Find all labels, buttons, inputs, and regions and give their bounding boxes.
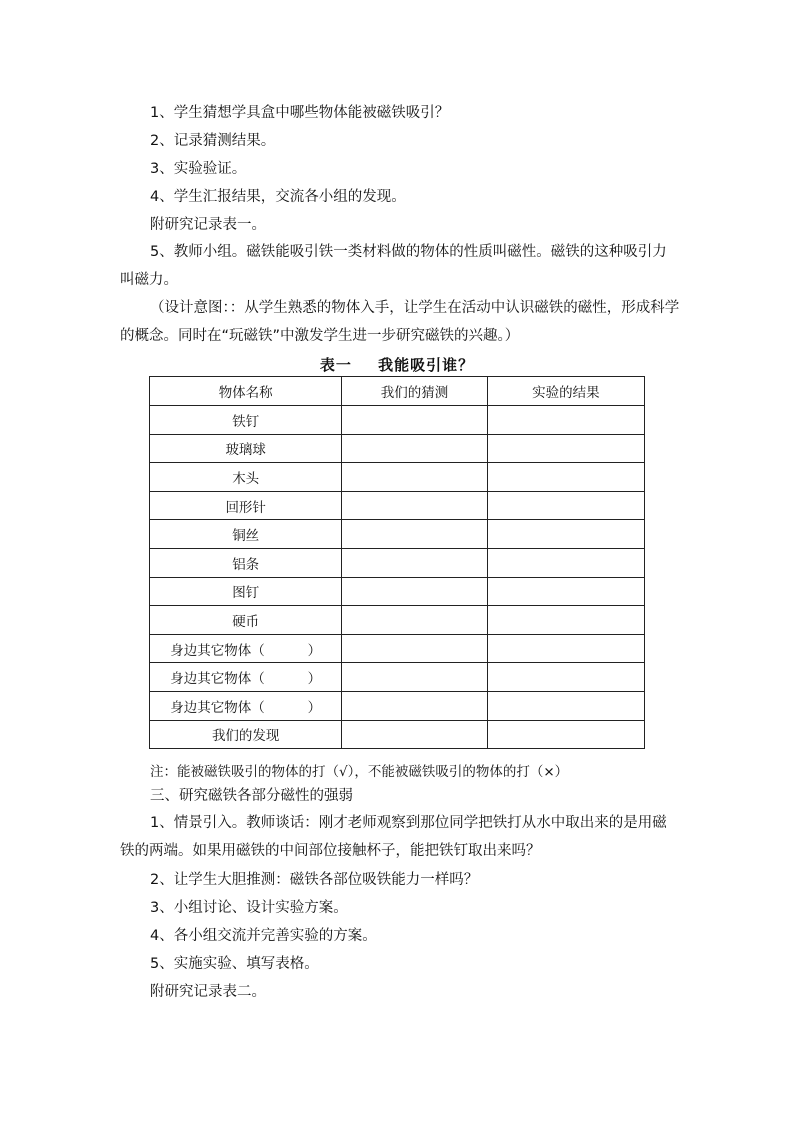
row-object: 身边其它物体（ ） — [150, 691, 342, 720]
guess-cell[interactable] — [342, 491, 487, 520]
result-cell[interactable] — [487, 663, 644, 692]
table-row — [150, 634, 645, 663]
section-three-step-2: 2、让学生大胆推测：磁铁各部位吸铁能力一样吗？ — [150, 872, 479, 888]
row-object: 回形针 — [150, 491, 342, 520]
step-5: 5、教师小组。磁铁能吸引铁一类材料做的物体的性质叫磁性。磁铁的这种吸引力叫磁力。 — [120, 244, 667, 288]
table1-title — [0, 354, 794, 375]
guess-cell[interactable] — [342, 406, 487, 435]
step-4: 4、学生汇报结果，交流各小组的发现。 — [150, 189, 406, 205]
guess-cell[interactable] — [342, 606, 487, 635]
row-object: 图钉 — [150, 577, 342, 606]
row-object: 木头 — [150, 463, 342, 492]
result-cell[interactable] — [487, 406, 644, 435]
guess-cell[interactable] — [342, 463, 487, 492]
section-three-step-4: 4、各小组交流并完善实验的方案。 — [150, 928, 377, 944]
row-object: 铜丝 — [150, 520, 342, 549]
row-object: 硬币 — [150, 606, 342, 635]
row-object: 身边其它物体（ ） — [150, 663, 342, 692]
step-1: 1、学生猜想学具盒中哪些物体能被磁铁吸引？ — [150, 105, 450, 121]
result-cell[interactable] — [487, 463, 644, 492]
guess-cell[interactable] — [342, 577, 487, 606]
section-three-step-1: 1、情景引入。教师谈话：刚才老师观察到那位同学把铁打从水中取出来的是用磁铁的两端。如果用磁铁的中间部位接触杯子，能把铁钉取出来吗？ — [120, 815, 667, 859]
row-findings: 我们的发现 — [150, 720, 342, 749]
step-2: 2、记录猜测结果。 — [150, 133, 276, 149]
appendix-table2: 附研究记录表二。 — [150, 984, 266, 1000]
appendix-table1: 附研究记录表一。 — [150, 217, 266, 233]
row-object: 玻璃球 — [150, 434, 342, 463]
section-three-heading: 三、研究磁铁各部分磁性的强弱 — [150, 788, 353, 804]
table-row — [150, 606, 645, 635]
result-cell[interactable] — [487, 520, 644, 549]
result-cell[interactable] — [487, 434, 644, 463]
section-three-step-3: 3、小组讨论、设计实验方案。 — [150, 900, 348, 916]
table-row — [150, 663, 645, 692]
table-header-row — [150, 377, 645, 406]
table-row — [150, 520, 645, 549]
guess-cell[interactable] — [342, 434, 487, 463]
result-cell[interactable] — [487, 691, 644, 720]
design-note: （设计意图：：从学生熟悉的物体入手，让学生在活动中认识磁铁的磁性，形成科学的概念。同时在“玩磁铁”中激发学生进一步研究磁铁的兴趣。） — [120, 300, 680, 344]
table-row — [150, 491, 645, 520]
findings-cell[interactable] — [342, 720, 487, 749]
step-3: 3、实验验证。 — [150, 161, 247, 177]
header-result: 实验的结果 — [487, 377, 644, 406]
row-object: 铝条 — [150, 548, 342, 577]
table-row — [150, 548, 645, 577]
result-cell[interactable] — [487, 548, 644, 577]
table1-note: 注：能被磁铁吸引的物体的打（√），不能被磁铁吸引的物体的打（×） — [150, 764, 569, 780]
row-object: 铁钉 — [150, 406, 342, 435]
guess-cell[interactable] — [342, 691, 487, 720]
row-object: 身边其它物体（ ） — [150, 634, 342, 663]
record-table-1 — [149, 376, 645, 749]
table-row — [150, 577, 645, 606]
result-cell[interactable] — [487, 577, 644, 606]
table-row — [150, 691, 645, 720]
table-row — [150, 463, 645, 492]
table-row — [150, 406, 645, 435]
result-cell[interactable] — [487, 491, 644, 520]
header-object-name: 物体名称 — [150, 377, 342, 406]
guess-cell[interactable] — [342, 520, 487, 549]
result-cell[interactable] — [487, 606, 644, 635]
header-guess: 我们的猜测 — [342, 377, 487, 406]
table-row — [150, 720, 645, 749]
findings-cell[interactable] — [487, 720, 644, 749]
guess-cell[interactable] — [342, 663, 487, 692]
guess-cell[interactable] — [342, 634, 487, 663]
result-cell[interactable] — [487, 634, 644, 663]
section-three-step-5: 5、实施实验、填写表格。 — [150, 956, 319, 972]
table1-title-main: 我能吸引谁？ — [378, 356, 475, 374]
table1-title-prefix: 表一 — [319, 356, 352, 374]
table-row — [150, 434, 645, 463]
guess-cell[interactable] — [342, 548, 487, 577]
